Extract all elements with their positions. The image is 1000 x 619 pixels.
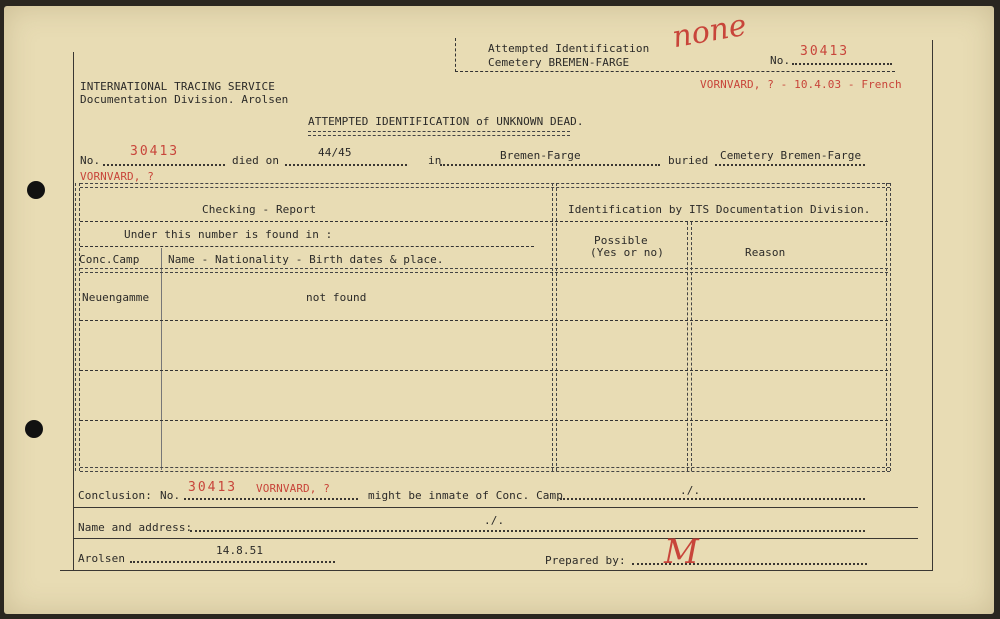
- conclusion-name-value: VORNVARD, ?: [256, 482, 330, 495]
- checking-report-header: Checking - Report: [202, 203, 317, 216]
- top-box-no-label: No.: [770, 54, 791, 67]
- buried-label: buried: [668, 154, 709, 167]
- org-line-1: INTERNATIONAL TRACING SERVICE: [80, 80, 275, 93]
- row-separator-2: [80, 370, 888, 371]
- in-value: Bremen-Farge: [500, 149, 581, 162]
- table-left-border: [75, 183, 80, 471]
- org-line-2: Documentation Division. Arolsen: [80, 93, 289, 106]
- prepared-by-label: Prepared by:: [545, 554, 626, 567]
- handwritten-none: none: [669, 7, 750, 56]
- conclusion-no-value: 30413: [188, 480, 238, 495]
- buried-value: Cemetery Bremen-Farge: [720, 149, 862, 162]
- top-box-left: [455, 38, 456, 72]
- in-label: in: [428, 154, 442, 167]
- col-possible-2: (Yes or no): [590, 246, 664, 259]
- table-divider-camp: [161, 248, 162, 470]
- top-box-no-dots: [792, 63, 892, 65]
- punch-hole-top: [27, 181, 45, 199]
- top-box-line1: Attempted Identification: [488, 42, 650, 55]
- under-number-header: Under this number is found in :: [124, 228, 333, 241]
- table-right-border: [886, 183, 891, 471]
- top-box-no-value: 30413: [800, 44, 850, 59]
- punch-hole-bottom: [25, 420, 43, 438]
- column-header-separator: [80, 268, 888, 273]
- col-possible-1: Possible: [594, 234, 648, 247]
- in-dots: [440, 164, 660, 166]
- name-address-separator: [73, 538, 918, 539]
- record-no-value: 30413: [130, 144, 180, 159]
- name-address-label: Name and address:: [78, 521, 193, 534]
- frame-bottom: [60, 570, 933, 571]
- table-top-border: [80, 183, 890, 188]
- row-separator-1: [80, 320, 888, 321]
- row-1-camp: Neuengamme: [82, 291, 150, 304]
- identification-header: Identification by ITS Documentation Division.: [568, 203, 871, 216]
- date-value: 14.8.51: [216, 544, 264, 557]
- title-underline: [308, 131, 570, 136]
- conclusion-no-dots: [184, 498, 358, 500]
- record-no-dots: [103, 164, 225, 166]
- table-divider-reason: [687, 222, 692, 471]
- col-reason: Reason: [745, 246, 786, 259]
- frame-right: [932, 40, 933, 570]
- prepared-initial: M: [664, 532, 699, 572]
- date-dots: [130, 561, 335, 563]
- conclusion-label: Conclusion:: [78, 489, 152, 502]
- conclusion-separator: [73, 507, 918, 508]
- top-box-line2: Cemetery BREMEN-FARGE: [488, 56, 630, 69]
- conclusion-mid-text: might be inmate of Conc. Camp: [368, 489, 563, 502]
- place-label: Arolsen: [78, 552, 126, 565]
- buried-dots: [715, 164, 865, 166]
- form-title: ATTEMPTED IDENTIFICATION of UNKNOWN DEAD.: [308, 115, 584, 128]
- prepared-dots: [632, 563, 867, 565]
- table-divider-main: [552, 183, 557, 471]
- reference-note: VORNVARD, ? - 10.4.03 - French: [700, 78, 902, 91]
- row-separator-3: [80, 420, 888, 421]
- died-dots: [285, 164, 407, 166]
- frame-left: [73, 52, 74, 570]
- col-name-nationality: Name - Nationality - Birth dates & place.: [168, 253, 444, 266]
- conclusion-no-label: No.: [160, 489, 181, 502]
- col-conc-camp: Conc.Camp: [79, 253, 140, 266]
- name-address-value: ./.: [484, 514, 505, 527]
- header-separator: [80, 221, 888, 222]
- table-bottom-border: [80, 467, 890, 472]
- name-address-dots: [190, 530, 865, 532]
- died-value: 44/45: [318, 146, 352, 159]
- sub-header-line: [80, 246, 534, 247]
- record-no-label: No.: [80, 154, 101, 167]
- died-label: died on: [232, 154, 280, 167]
- top-box-bottom: [455, 71, 895, 72]
- record-name-note: VORNVARD, ?: [80, 170, 154, 183]
- row-1-name: not found: [306, 291, 367, 304]
- conclusion-camp-dots: [560, 498, 865, 500]
- conclusion-camp-value: ./.: [680, 484, 701, 497]
